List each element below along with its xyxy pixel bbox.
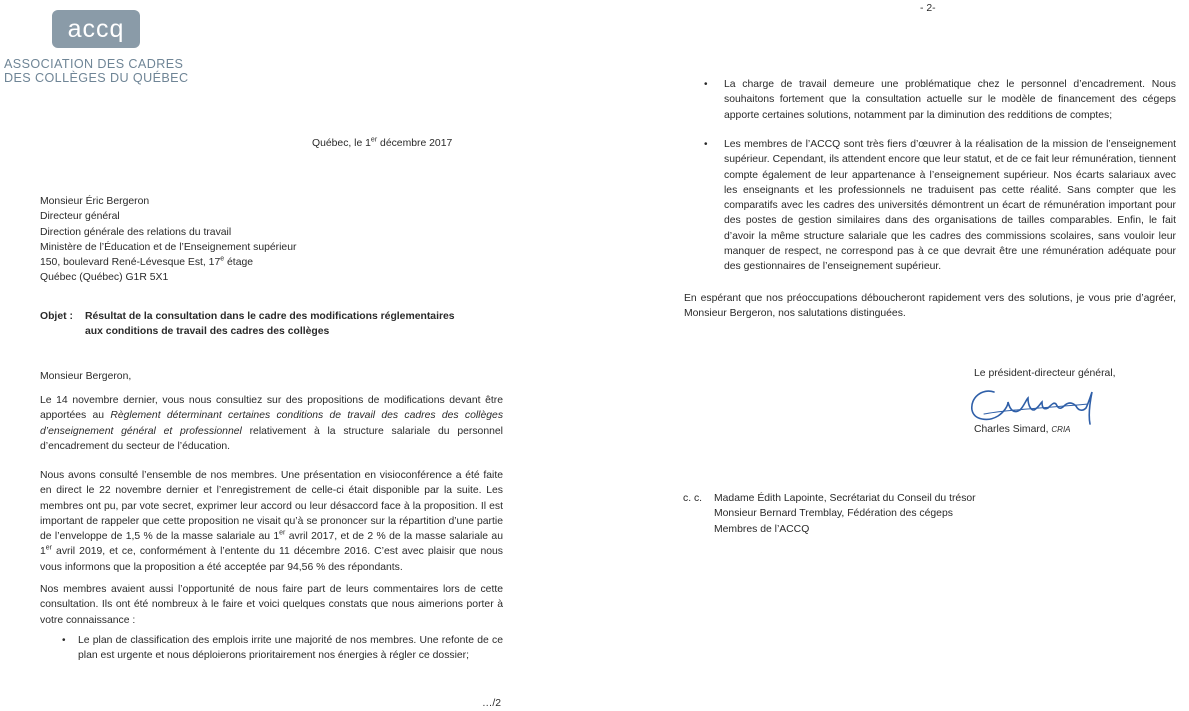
bullet-icon: • <box>704 139 708 150</box>
org-name-line2: DES COLLÈGES DU QUÉBEC <box>4 71 189 85</box>
org-name-line1: ASSOCIATION DES CADRES <box>4 57 184 71</box>
letter-date: Québec, le 1er décembre 2017 <box>312 136 453 149</box>
cc-item: Membres de l’ACCQ <box>714 523 810 535</box>
recipient-block <box>40 194 296 286</box>
recipient-title: Directeur général <box>40 211 120 223</box>
salutation: Monsieur Bergeron, <box>40 371 132 382</box>
paragraph-1: Le 14 novembre dernier, vous nous consultiez sur des propositions de modifications devant être apportées au Règlement déterminant certaines conditions de travail des cadres des collèges d’enseignement général et professionnel relativement à la structure salariale du personnel d’encadrement du secteur de l’éducation. <box>40 395 504 452</box>
page-number: - 2- <box>920 3 936 14</box>
cc-label: c. c. <box>683 493 703 504</box>
recipient-ministry: Ministère de l’Éducation et de l’Enseignement supérieur <box>40 241 297 253</box>
recipient-address: 150, boulevard René-Lévesque Est, 17e étage <box>40 255 254 269</box>
bullet-item-3: • Les membres de l’ACCQ sont très fiers d’œuvrer à la réalisation de la mission de l’enseignement supérieur. Cependant, ils attendent encore que leur statut, et de ce fait leur rémunération, tiennent compte également de leur appartenance à l’enseignement supérieur. Nos écarts salariaux avec les enseignants et les professionnels ne traduisent pas cette réalité. Sans compter que les comparatifs avec les cadres des universités démontrent un écart de rémunération important pour des postes de gestion similaires dans des organisations de tailles comparables. Enfin, le fait d’avoir la même structure salariale que les cadres des commissions scolaires, sans vouloir leur manquer de respect, ne correspond pas à ce que devrait être une rémunération adéquate pour des gestionnaires de l’enseignement supérieur. <box>704 139 1176 273</box>
paragraph-2: Nous avons consulté l’ensemble de nos membres. Une présentation en visioconférence a été faite en direct le 22 novembre dernier et l’enregistrement de celle-ci était disponible par la suite. Les membres ont pu, par vote secret, exprimer leur accord ou leur désaccord face à la proposition. Il est important de rappeler que cette proposition ne visait qu’à se prononcer sur la répartition d’une partie de l’enveloppe de 1,5 % de la masse salariale au 1er avril 2017, et de 2 % de la masse salariale au 1er avril 2019, et ce, conformément à l’entente du 11 décembre 2016. C’est avec plaisir que nous vous informons que la proposition a été acceptée par 94,56 % des répondants. <box>40 470 503 573</box>
cc-item: Madame Édith Lapointe, Secrétariat du Conseil du trésor <box>714 493 976 504</box>
bullet-item-2: • La charge de travail demeure une problématique chez le personnel d’encadrement. Nous souhaitons fortement que la consultation actuelle sur le modèle de financement des cégeps apporte certaines solutions, notamment par la diminution des redditions de comptes; <box>704 79 1176 121</box>
cc-list <box>714 491 976 537</box>
recipient-city: Québec (Québec) G1R 5X1 <box>40 272 169 284</box>
object-text: Résultat de la consultation dans le cadre des modifications réglementaires aux conditions de travail des cadres des collèges <box>85 311 455 338</box>
bullet-icon: • <box>62 635 66 646</box>
signatory-title: Le président-directeur général, <box>974 368 1116 379</box>
letter-page-2 <box>594 0 1189 710</box>
recipient-name: Monsieur Éric Bergeron <box>40 196 150 207</box>
bullet-item-1: • Le plan de classification des emplois irrite une majorité de nos membres. Une refonte de ce plan est urgente et nous déploierons prioritairement nos énergies à régler ce dossier; <box>62 635 503 662</box>
accq-logo: accq <box>52 10 140 48</box>
bullet-icon: • <box>704 79 708 90</box>
closing-paragraph: En espérant que nos préoccupations déboucheront rapidement vers des solutions, je vous prie d’agréer, Monsieur Bergeron, nos salutations distinguées. <box>684 293 1176 320</box>
cc-item: Monsieur Bernard Tremblay, Fédération des cégeps <box>714 508 953 520</box>
signatory-name: Charles Simard, CRIA <box>974 424 1071 435</box>
recipient-direction: Direction générale des relations du travail <box>40 226 232 238</box>
handwritten-signature <box>964 380 1104 428</box>
letter-page-1 <box>0 0 594 710</box>
paragraph-3: Nos membres avaient aussi l’opportunité de nous faire part de leurs commentaires lors de cette consultation. Ils ont été nombreux à le faire et voici quelques constats que nous aimerions porter à votre connaissance : <box>40 584 503 626</box>
object-label: Objet : <box>40 311 73 322</box>
page-continuation: …/2 <box>482 698 502 709</box>
